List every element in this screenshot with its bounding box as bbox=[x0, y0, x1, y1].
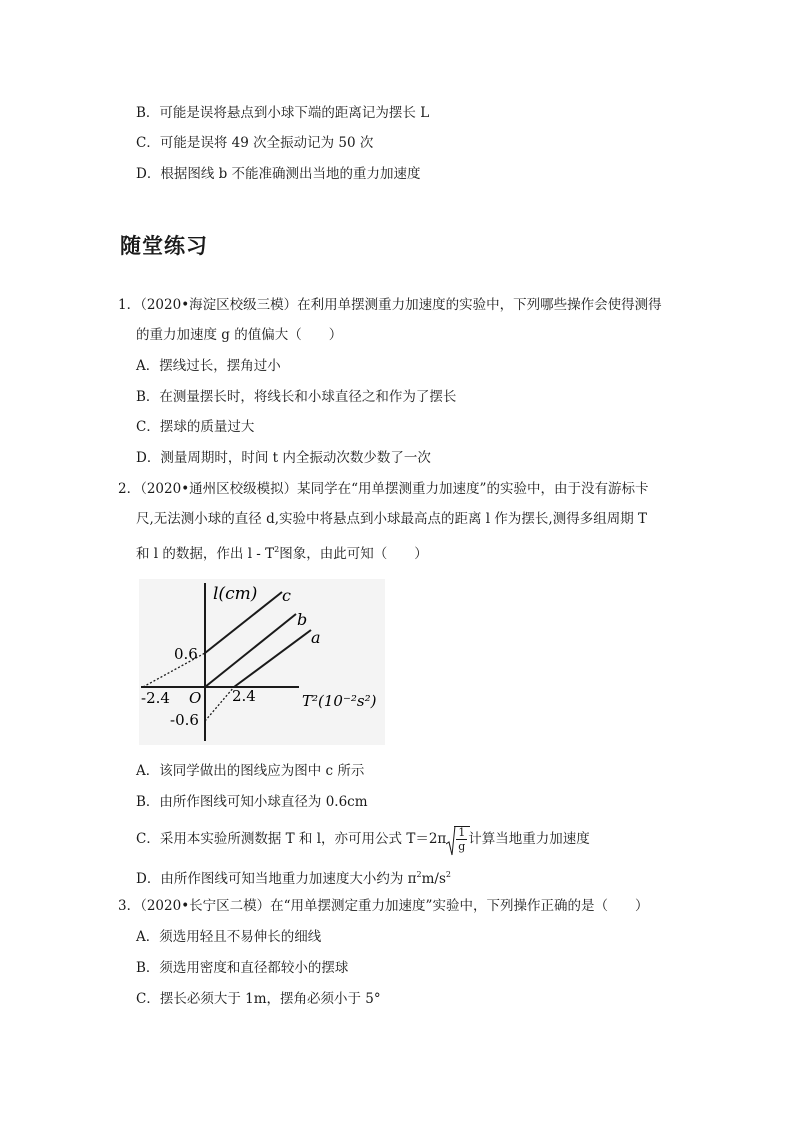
q1-option-c: C．摆球的质量过大 bbox=[136, 419, 255, 435]
prev-option-d: D．根据图线 b 不能准确测出当地的重力加速度 bbox=[136, 166, 421, 182]
section-title: 随堂练习 bbox=[120, 234, 208, 258]
series-label-b: b bbox=[297, 610, 308, 629]
q2-stem-line1: 2．（2020•通州区校级模拟）某同学在“用单摆测重力加速度”的实验中，由于没有游标卡 bbox=[118, 481, 649, 497]
x-axis-label: T²(10⁻²s²) bbox=[302, 692, 377, 710]
prev-option-c: C．可能是误将 49 次全振动记为 50 次 bbox=[136, 135, 374, 151]
fraction-1-over-g: $\frac{1}{g}$ bbox=[458, 826, 466, 853]
y-tick-positive: 0.6 bbox=[174, 645, 198, 663]
q1-option-b: B．在测量摆长时，将线长和小球直径之和作为了摆长 bbox=[136, 389, 457, 405]
q1-stem-line2: 的重力加速度 g 的值偏大（ ） bbox=[136, 327, 343, 343]
x-tick-negative: -2.4 bbox=[141, 689, 170, 707]
q3-option-c: C．摆长必须大于 1m，摆角必须小于 5° bbox=[136, 991, 381, 1007]
series-label-c: c bbox=[282, 586, 291, 605]
q1-stem-line1: 1．（2020•海淀区校级三模）在利用单摆测重力加速度的实验中，下列哪些操作会使得测得 bbox=[118, 297, 662, 313]
pendulum-graph bbox=[139, 579, 385, 745]
y-tick-negative: -0.6 bbox=[170, 711, 199, 729]
q2-stem-line3: 和 l 的数据，作出 l - $T^2$图象，由此可知（ ） bbox=[136, 545, 428, 562]
q1-option-d: D．测量周期时，时间 t 内全振动次数少数了一次 bbox=[136, 450, 431, 466]
q2-option-c: C．采用本实验所测数据 T 和 l，亦可用公式 T＝2π $\frac{1}{g}$ 计算当地重力加速度 bbox=[136, 826, 590, 853]
sqrt-formula bbox=[446, 826, 468, 853]
q3-option-a: A．须选用轻且不易伸长的细线 bbox=[136, 929, 322, 945]
series-label-a: a bbox=[311, 628, 321, 647]
q1-option-a: A．摆线过长，摆角过小 bbox=[136, 358, 281, 374]
q3-option-b: B．须选用密度和直径都较小的摆球 bbox=[136, 960, 349, 976]
x-tick-positive: 2.4 bbox=[232, 687, 256, 705]
q2-option-b: B．由所作图线可知小球直径为 0.6cm bbox=[136, 794, 368, 810]
q3-stem: 3．（2020•长宁区二模）在“用单摆测定重力加速度”实验中，下列操作正确的是（ ） bbox=[118, 898, 649, 914]
q2-stem-line2: 尺,无法测小球的直径 d,实验中将悬点到小球最高点的距离 l 作为摆长,测得多组周期 T bbox=[136, 511, 648, 527]
q2-option-a: A．该同学做出的图线应为图中 c 所示 bbox=[136, 763, 365, 779]
origin-label: O bbox=[189, 689, 202, 707]
q2-option-d: D．由所作图线可知当地重力加速度大小约为 $\pi^2m/s^2$ bbox=[136, 870, 451, 887]
y-axis-label: l(cm) bbox=[213, 584, 258, 604]
prev-option-b: B．可能是误将悬点到小球下端的距离记为摆长 L bbox=[136, 105, 430, 121]
